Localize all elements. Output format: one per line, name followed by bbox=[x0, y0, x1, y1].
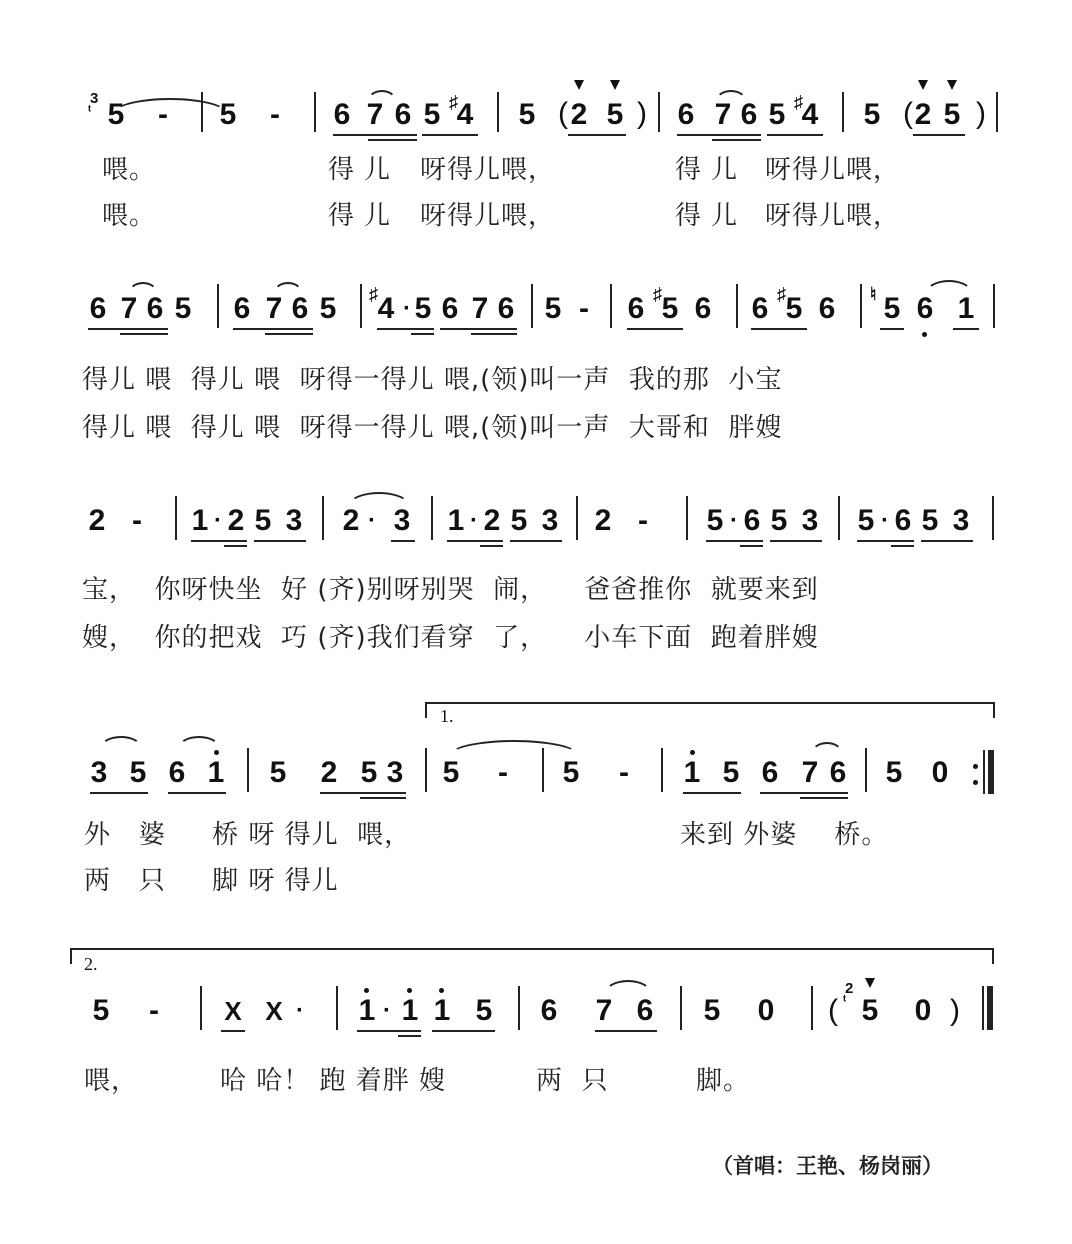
lyric-verse1: 宝， 你呀快坐 好 (齐)别呀别哭 闹， 爸爸推你 就要来到 bbox=[82, 575, 819, 605]
underline bbox=[254, 540, 306, 542]
note: 6 bbox=[540, 994, 558, 1027]
underline bbox=[760, 792, 848, 794]
barline bbox=[993, 284, 995, 328]
note: 6 bbox=[394, 98, 412, 131]
staccato-icon bbox=[610, 80, 620, 90]
underline bbox=[432, 1030, 495, 1032]
notes-row bbox=[0, 500, 1072, 560]
note: 6 bbox=[233, 292, 251, 325]
dash: - bbox=[638, 504, 648, 537]
note: 2 bbox=[914, 98, 932, 131]
note: 5 bbox=[319, 292, 337, 325]
note: 5 bbox=[510, 504, 528, 537]
lyric-verse2: 得儿 喂 得儿 喂 呀得一得儿 喂,(领)叫一声 大哥和 胖嫂 bbox=[82, 413, 783, 443]
paren: ) bbox=[976, 97, 986, 130]
note: 1 bbox=[358, 994, 376, 1027]
grace-note: 3 bbox=[90, 90, 99, 107]
lyric-verse1: 呀得儿喂， bbox=[765, 155, 901, 185]
underline bbox=[921, 540, 973, 542]
note: 3 bbox=[952, 504, 970, 537]
note: 5 bbox=[885, 756, 903, 789]
underline bbox=[377, 328, 434, 330]
lyric-verse2: 得儿 bbox=[675, 201, 748, 231]
note: 6 bbox=[677, 98, 695, 131]
underline bbox=[800, 797, 848, 799]
note: 2 bbox=[227, 504, 245, 537]
notes-row bbox=[0, 980, 1072, 1050]
underline bbox=[422, 134, 478, 136]
note: X bbox=[265, 996, 283, 1026]
dot: · bbox=[383, 997, 391, 1024]
final-barline-thin bbox=[982, 986, 984, 1030]
high-octave-dot bbox=[690, 750, 695, 755]
note: 5 bbox=[861, 994, 879, 1027]
note: 4 bbox=[456, 98, 474, 131]
note: 3 bbox=[285, 504, 303, 537]
underline bbox=[880, 328, 904, 330]
rest: 0 bbox=[931, 756, 949, 789]
note: 6 bbox=[441, 292, 459, 325]
dot: · bbox=[730, 507, 738, 534]
note: 5 bbox=[943, 98, 961, 131]
rest: 0 bbox=[757, 994, 775, 1027]
underline bbox=[677, 134, 761, 136]
dot: · bbox=[470, 507, 478, 534]
underline bbox=[767, 134, 823, 136]
barline bbox=[360, 284, 362, 328]
barline bbox=[680, 986, 682, 1030]
underline bbox=[480, 545, 503, 547]
note: 7 bbox=[471, 292, 489, 325]
underline bbox=[627, 328, 683, 330]
lyric-verse2: 得儿 bbox=[328, 201, 401, 231]
underline bbox=[233, 328, 313, 330]
note: 6 bbox=[89, 292, 107, 325]
underline bbox=[706, 540, 763, 542]
staccato-icon bbox=[918, 80, 928, 90]
barline bbox=[518, 986, 520, 1030]
dot: · bbox=[403, 295, 411, 322]
underline bbox=[568, 134, 626, 136]
barline bbox=[658, 92, 660, 132]
barline bbox=[314, 92, 316, 132]
note: 5 bbox=[706, 504, 724, 537]
note: 2 bbox=[88, 504, 106, 537]
note: 5 bbox=[414, 292, 432, 325]
underline bbox=[740, 545, 763, 547]
note: 1 bbox=[957, 292, 975, 325]
dash: - bbox=[619, 756, 629, 789]
note: 6 bbox=[894, 504, 912, 537]
lyric-verse1: 喂。 bbox=[102, 155, 157, 185]
lyric-verse1: 脚。 bbox=[696, 1066, 751, 1096]
note: 6 bbox=[168, 756, 186, 789]
lyric-verse1: 来到 外婆 桥。 bbox=[680, 820, 889, 850]
note: 3 bbox=[393, 504, 411, 537]
dot: · bbox=[214, 507, 222, 534]
underline bbox=[913, 134, 965, 136]
note: 5 bbox=[544, 292, 562, 325]
note: 5 bbox=[219, 98, 237, 131]
dash: - bbox=[579, 292, 589, 325]
note: 6 bbox=[916, 292, 934, 325]
lyric-verse1: 喂， bbox=[84, 1066, 139, 1096]
note: 5 bbox=[442, 756, 460, 789]
note: 2 bbox=[320, 756, 338, 789]
barline bbox=[497, 92, 499, 132]
sharp-icon: ♯ bbox=[449, 92, 458, 112]
underline bbox=[221, 1030, 245, 1032]
note: 5 bbox=[921, 504, 939, 537]
barline bbox=[860, 284, 862, 328]
lyric-verse1: 呀得儿喂， bbox=[420, 155, 556, 185]
paren: ( bbox=[558, 97, 568, 130]
underline bbox=[90, 792, 148, 794]
singer-credit: （首唱：王艳、杨岗丽） bbox=[712, 1154, 943, 1178]
note: 2 bbox=[342, 504, 360, 537]
paren: ( bbox=[903, 97, 913, 130]
volta-bracket-1 bbox=[425, 702, 995, 718]
note: 2 bbox=[570, 98, 588, 131]
underline bbox=[712, 139, 761, 141]
underline bbox=[88, 328, 168, 330]
underline bbox=[411, 333, 434, 335]
barline bbox=[425, 748, 427, 792]
note: 6 bbox=[694, 292, 712, 325]
staccato-icon bbox=[947, 80, 957, 90]
note: 7 bbox=[801, 756, 819, 789]
note: 6 bbox=[740, 98, 758, 131]
slur bbox=[178, 736, 220, 748]
note: 1 bbox=[191, 504, 209, 537]
barline bbox=[686, 496, 688, 540]
note: 2 bbox=[483, 504, 501, 537]
barline bbox=[996, 92, 998, 132]
underline bbox=[224, 545, 247, 547]
staccato-icon bbox=[865, 978, 875, 988]
natural-icon: ♮ bbox=[870, 284, 877, 304]
note: 1 bbox=[401, 994, 419, 1027]
high-octave-dot bbox=[214, 750, 219, 755]
dash: - bbox=[132, 504, 142, 537]
note: 1 bbox=[433, 994, 451, 1027]
underline bbox=[595, 1030, 657, 1032]
rest: 0 bbox=[914, 994, 932, 1027]
note: 3 bbox=[90, 756, 108, 789]
underline bbox=[360, 797, 406, 799]
note: 6 bbox=[627, 292, 645, 325]
note: 5 bbox=[863, 98, 881, 131]
barline bbox=[336, 986, 338, 1030]
grace-stroke: ᵗ bbox=[88, 102, 92, 118]
note: 6 bbox=[751, 292, 769, 325]
dot: · bbox=[881, 507, 889, 534]
note: 6 bbox=[761, 756, 779, 789]
sharp-icon: ♯ bbox=[653, 284, 662, 304]
tie bbox=[112, 98, 228, 114]
note: 5 bbox=[562, 756, 580, 789]
barline bbox=[201, 92, 203, 132]
notes-row bbox=[0, 284, 1072, 348]
grace-note: 2 bbox=[845, 980, 854, 997]
note: 5 bbox=[722, 756, 740, 789]
note: 5 bbox=[661, 292, 679, 325]
low-octave-dot bbox=[922, 332, 927, 337]
repeat-barline-thick bbox=[988, 750, 994, 794]
note: 7 bbox=[120, 292, 138, 325]
note: 6 bbox=[829, 756, 847, 789]
repeat-dot bbox=[973, 780, 978, 785]
barline bbox=[838, 496, 840, 540]
note: 5 bbox=[174, 292, 192, 325]
sharp-icon: ♯ bbox=[777, 284, 786, 304]
underline bbox=[320, 792, 406, 794]
dash: - bbox=[149, 994, 159, 1027]
underline bbox=[333, 134, 417, 136]
dash: - bbox=[270, 98, 280, 131]
barline bbox=[247, 748, 249, 792]
barline bbox=[576, 496, 578, 540]
tie bbox=[448, 740, 580, 756]
barline bbox=[842, 92, 844, 132]
final-barline-thick bbox=[987, 986, 993, 1030]
underline bbox=[891, 545, 914, 547]
note: 5 bbox=[768, 98, 786, 131]
note: 6 bbox=[333, 98, 351, 131]
repeat-dot bbox=[973, 764, 978, 769]
underline bbox=[391, 540, 415, 542]
note: 5 bbox=[254, 504, 272, 537]
note: 4 bbox=[377, 292, 395, 325]
note: 5 bbox=[269, 756, 287, 789]
barline bbox=[531, 284, 533, 328]
underline bbox=[770, 540, 822, 542]
lyric-verse2: 呀得儿喂， bbox=[420, 201, 556, 231]
note: 2 bbox=[594, 504, 612, 537]
barline bbox=[217, 284, 219, 328]
underline bbox=[447, 540, 503, 542]
volta-number: 2. bbox=[84, 954, 98, 974]
lyric-verse2: 呀得儿喂， bbox=[765, 201, 901, 231]
note: 5 bbox=[423, 98, 441, 131]
sharp-icon: ♯ bbox=[794, 92, 803, 112]
note: 7 bbox=[265, 292, 283, 325]
note: 5 bbox=[785, 292, 803, 325]
lyric-verse1: 两 只 bbox=[536, 1066, 609, 1096]
note: 1 bbox=[683, 756, 701, 789]
dot: · bbox=[368, 507, 376, 534]
lyric-verse1: 得儿 bbox=[328, 155, 401, 185]
repeat-barline-thin bbox=[983, 750, 985, 794]
slur bbox=[100, 736, 142, 748]
note: 7 bbox=[595, 994, 613, 1027]
note: 3 bbox=[541, 504, 559, 537]
high-octave-dot bbox=[407, 988, 412, 993]
lyric-verse2: 嫂， 你的把戏 巧 (齐)我们看穿 了， 小车下面 跑着胖嫂 bbox=[82, 623, 819, 653]
dash: - bbox=[498, 756, 508, 789]
barline bbox=[992, 496, 994, 540]
note: 6 bbox=[146, 292, 164, 325]
lyric-verse2: 两 只 脚 呀 得儿 bbox=[84, 866, 339, 896]
note: 5 bbox=[883, 292, 901, 325]
barline bbox=[322, 496, 324, 540]
volta-number: 1. bbox=[440, 706, 454, 726]
note: 7 bbox=[366, 98, 384, 131]
underline bbox=[471, 333, 517, 335]
staccato-icon bbox=[574, 80, 584, 90]
slur bbox=[811, 742, 843, 754]
underline bbox=[368, 139, 417, 141]
underline bbox=[191, 540, 247, 542]
note: 5 bbox=[857, 504, 875, 537]
notes-row bbox=[0, 752, 1072, 812]
note: 5 bbox=[129, 756, 147, 789]
underline bbox=[265, 333, 313, 335]
dot: · bbox=[296, 997, 304, 1024]
underline bbox=[120, 333, 168, 335]
note: 5 bbox=[475, 994, 493, 1027]
notes-row bbox=[0, 92, 1072, 152]
note: 5 bbox=[360, 756, 378, 789]
note: 6 bbox=[497, 292, 515, 325]
high-octave-dot bbox=[364, 988, 369, 993]
underline bbox=[168, 792, 226, 794]
lyric-verse1: 外 婆 桥 呀 得儿 喂， bbox=[84, 820, 412, 850]
underline bbox=[357, 1030, 421, 1032]
underline bbox=[857, 540, 914, 542]
note: 5 bbox=[703, 994, 721, 1027]
lyric-verse1: 哈 哈！ 跑 着胖 嫂 bbox=[220, 1066, 447, 1096]
note: 5 bbox=[606, 98, 624, 131]
underline bbox=[510, 540, 562, 542]
barline bbox=[661, 748, 663, 792]
note: 5 bbox=[518, 98, 536, 131]
barline bbox=[542, 748, 544, 792]
barline bbox=[736, 284, 738, 328]
grace-stroke: ᵗ bbox=[843, 992, 847, 1008]
paren: ) bbox=[637, 97, 647, 130]
note: 6 bbox=[818, 292, 836, 325]
note: 1 bbox=[207, 756, 225, 789]
note: 6 bbox=[291, 292, 309, 325]
note: 6 bbox=[743, 504, 761, 537]
barline bbox=[175, 496, 177, 540]
lyric-verse2: 喂。 bbox=[102, 201, 157, 231]
note: 3 bbox=[386, 756, 404, 789]
lyric-verse1: 得儿 喂 得儿 喂 呀得一得儿 喂,(领)叫一声 我的那 小宝 bbox=[82, 365, 783, 395]
barline bbox=[865, 748, 867, 792]
note: 5 bbox=[107, 98, 125, 131]
note: X bbox=[224, 996, 242, 1026]
underline bbox=[683, 792, 741, 794]
underline bbox=[953, 328, 979, 330]
underline bbox=[440, 328, 517, 330]
high-octave-dot bbox=[439, 988, 444, 993]
note: 3 bbox=[801, 504, 819, 537]
underline bbox=[751, 328, 807, 330]
note: 1 bbox=[447, 504, 465, 537]
barline bbox=[610, 284, 612, 328]
note: 6 bbox=[636, 994, 654, 1027]
paren: ( bbox=[828, 994, 838, 1027]
note: 4 bbox=[801, 98, 819, 131]
note: 5 bbox=[92, 994, 110, 1027]
barline bbox=[200, 986, 202, 1030]
sharp-icon: ♯ bbox=[369, 284, 378, 304]
barline bbox=[431, 496, 433, 540]
paren: ) bbox=[950, 994, 960, 1027]
volta-bracket-2 bbox=[70, 948, 994, 964]
lyric-verse1: 得儿 bbox=[675, 155, 748, 185]
note: 7 bbox=[714, 98, 732, 131]
underline bbox=[398, 1035, 421, 1037]
note: 5 bbox=[770, 504, 788, 537]
barline bbox=[811, 986, 813, 1030]
dash: - bbox=[158, 98, 168, 131]
slur bbox=[604, 980, 652, 994]
